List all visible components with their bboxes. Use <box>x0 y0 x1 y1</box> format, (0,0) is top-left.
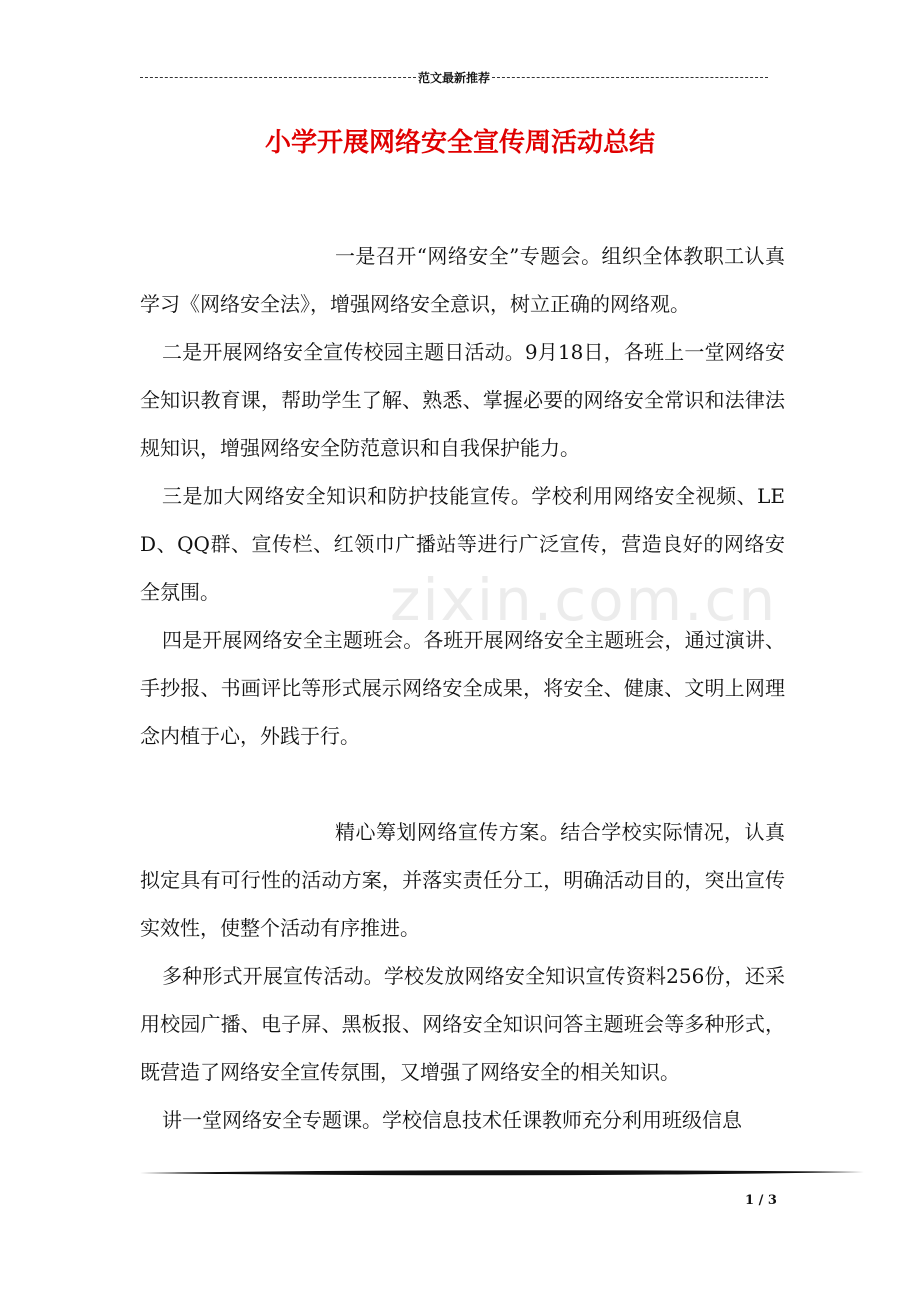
section-planning <box>140 808 785 1144</box>
paragraph: 四是开展网络安全主题班会。各班开展网络安全主题班会，通过演讲、手抄报、书画评比等形式展示网络安全成果，将安全、健康、文明上网理念内植于心，外践于行。 <box>140 628 785 748</box>
header-label: 范文最新推荐 <box>418 70 491 85</box>
watermark: zixin.com.cn <box>390 566 778 634</box>
paragraph: 精心筹划网络宣传方案。结合学校实际情况，认真拟定具有可行性的活动方案，并落实责任分工，明确活动目的，突出宣传实效性，使整个活动有序推进。 <box>140 820 785 940</box>
paragraph: 三是加大网络安全知识和防护技能宣传。学校利用网络安全视频、LED、QQ群、宣传栏、红领巾广播站等进行广泛宣传，营造良好的网络安全氛围。 <box>140 484 785 604</box>
paragraph: 讲一堂网络安全专题课。学校信息技术任课教师充分利用班级信息 <box>162 1108 742 1132</box>
header-dash-left <box>140 77 416 78</box>
page-number: 1 / 3 <box>745 1193 777 1208</box>
document-header <box>140 68 768 86</box>
paragraph: 一是召开“网络安全”专题会。组织全体教职工认真学习《网络安全法》，增强网络安全意识，树立正确的网络观。 <box>140 244 785 316</box>
paragraph: 多种形式开展宣传活动。学校发放网络安全知识宣传资料256份，还采用校园广播、电子屏、黑板报、网络安全知识问答主题班会等多种形式，既营造了网络安全宣传氛围，又增强了网络安全的相关知识。 <box>140 964 785 1084</box>
footer-rule <box>140 1168 864 1178</box>
header-dash-right <box>492 77 768 78</box>
paragraph: 二是开展网络安全宣传校园主题日活动。9月18日，各班上一堂网络安全知识教育课，帮助学生了解、熟悉、掌握必要的网络安全常识和法律法规知识，增强网络安全防范意识和自我保护能力。 <box>140 340 785 460</box>
section-activities <box>140 232 785 760</box>
document-title: 小学开展网络安全宣传周活动总结 <box>264 128 655 158</box>
